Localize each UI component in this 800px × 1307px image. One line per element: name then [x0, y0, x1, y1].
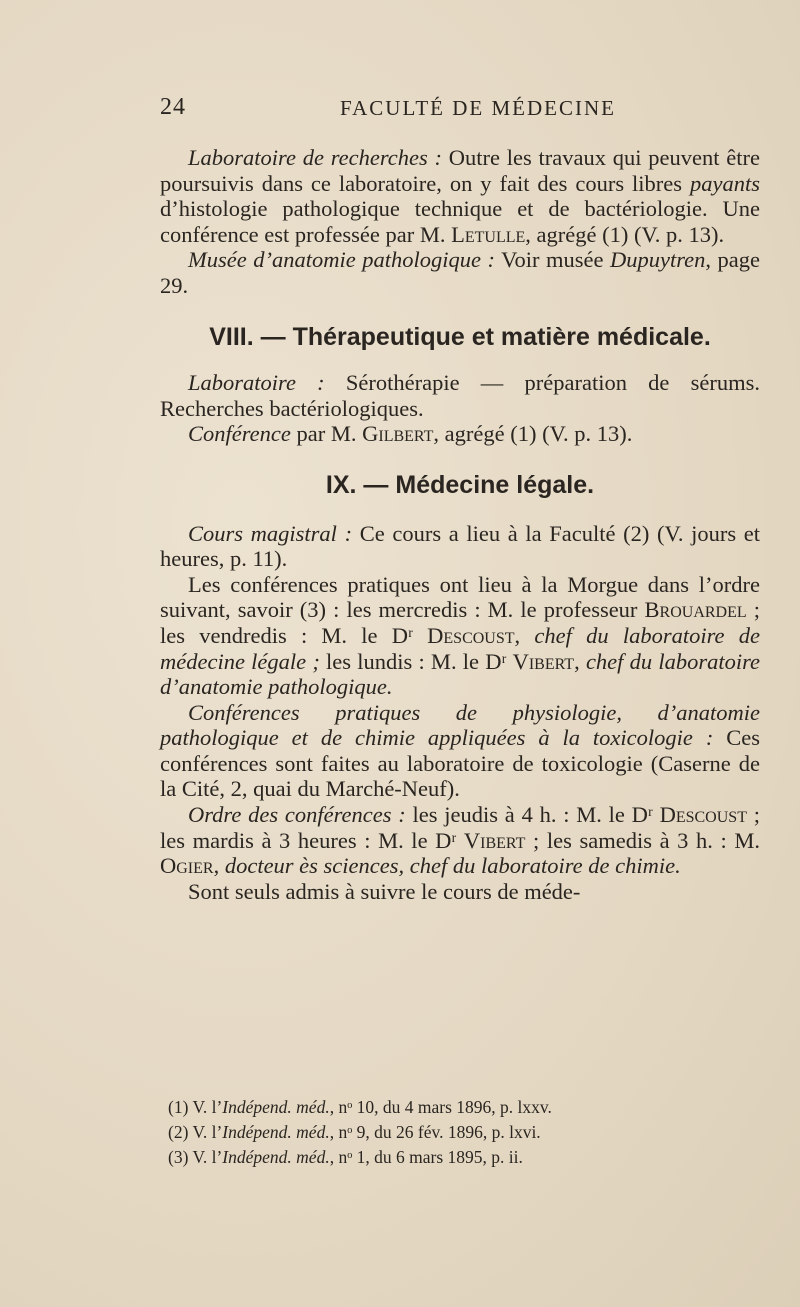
section-heading-ix: IX. — Médecine légale. — [325, 470, 595, 499]
running-title: FACULTÉ DE MÉDECINE — [340, 96, 616, 120]
name-ogier: Ogier — [160, 853, 214, 879]
paragraph-ordre-conferences: Ordre des conférences : les jeudis à 4 h. : M. le Dʳ Descoust ; les mardis à 3 heures : M. le Dʳ Vibert ; les samedis à 3 h. : M. Ogier, docteur ès sciences, chef du laboratoire de chimie. — [160, 802, 760, 879]
page-header — [160, 94, 760, 122]
page-number: 24 — [160, 94, 186, 120]
paragraph-conference-gilbert: Conférence par M. Gilbert, agrégé (1) (V. p. 13). — [188, 421, 633, 447]
paragraph-admission: Sont seuls admis à suivre le cours de méde- — [188, 878, 581, 904]
name-descoust: Descoust — [427, 622, 515, 648]
paragraph-conferences-morgue: Les conférences pratiques ont lieu à la Morgue dans l’ordre suivant, savoir (3) : les mercredis : M. le professeur Brouardel ; les vendredis : M. le Dʳ Descoust, chef du laboratoire de médecine légale ; les lundis : M. le Dʳ Vibert, chef du laboratoire d’anatomie pathologique. — [160, 571, 760, 700]
label-laboratoire: Laboratoire : — [188, 370, 325, 396]
paragraph-conferences-toxicologie: Conférences pratiques de physiologie, d’anatomie pathologique et de chimie appliquées à la toxicologie : Ces conférences sont faites au laboratoire de toxicologie (Caserne de la Cité, 2, quai du Marché-Neuf). — [160, 699, 760, 802]
paragraph-laboratoire-serotherapie: Laboratoire : Sérothérapie — préparation de sérums. Recherches bactériologiques. — [160, 370, 760, 421]
label-ordre-conferences: Ordre des conférences : — [188, 802, 406, 828]
section-heading-viii: VIII. — Thérapeutique et matière médicale. — [209, 322, 711, 351]
footnotes — [168, 1095, 758, 1170]
name-letulle: Letulle — [451, 221, 526, 247]
name-brouardel: Brouardel — [644, 597, 747, 623]
label-cours-magistral: Cours magistral : — [188, 520, 353, 546]
name-vibert: Vibert — [512, 648, 575, 674]
paragraph-cours-magistral: Cours magistral : Ce cours a lieu à la Faculté (2) (V. jours et heures, p. 11). — [160, 520, 760, 572]
label-laboratoire-recherches: Laboratoire de recherches : — [188, 145, 442, 170]
label-conference: Conférence — [188, 421, 291, 447]
body-text — [160, 145, 760, 904]
label-conferences-pratiques: Conférences pratiques de physiologie, d’anatomie pathologique et de chimie appliquées à la toxicologie : — [160, 699, 760, 751]
name-gilbert: Gilbert — [362, 421, 434, 447]
label-musee: Musée d’anatomie pathologique : — [188, 247, 495, 273]
footnote-3: (3) V. l’Indépend. méd., nᵒ 1, du 6 mars 1895, p. ii. — [168, 1147, 523, 1167]
footnote-1: (1) V. l’Indépend. méd., nᵒ 10, du 4 mars 1896, p. lxxv. — [168, 1097, 552, 1117]
paragraph-laboratoire-recherches: Laboratoire de recherches : Outre les travaux qui peuvent être poursuivis dans ce laboratoire, on y fait des cours libres payants d’histologie pathologique technique et de bactériologie. Une conférence est professée par M. Letulle, agrégé (1) (V. p. 13). — [160, 145, 760, 247]
paragraph-musee: Musée d’anatomie pathologique : Voir musée Dupuytren, page 29. — [160, 247, 761, 298]
footnote-2: (2) V. l’Indépend. méd., nᵒ 9, du 26 fév. 1896, p. lxvi. — [168, 1122, 541, 1142]
